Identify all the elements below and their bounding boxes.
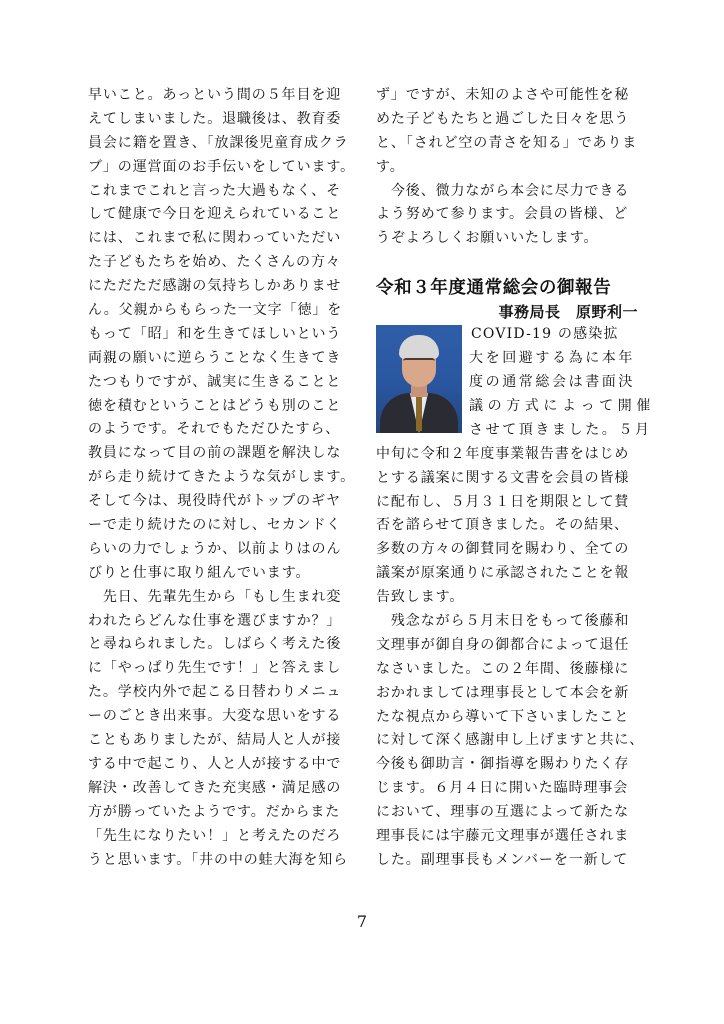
section-title: 令和３年度通常総会の御報告 xyxy=(376,278,612,299)
text-line: 早いこと。あっという間の５年目を迎 xyxy=(88,87,342,103)
text-line: ん。父親からもらった一文字「徳」を xyxy=(88,302,343,319)
page-number: 7 xyxy=(356,912,368,931)
text-line: らいの力でしょうか、以前よりはのん xyxy=(88,540,342,557)
text-line: われたらどんな仕事を選びますか？」 xyxy=(88,612,342,629)
text-line: なさいました。この２年間、後藤様に xyxy=(376,660,630,677)
text-line: 残念ながら５月末日をもって後藤和 xyxy=(376,612,630,629)
text-line: 中旬に令和２年度事業報告書をはじめ xyxy=(376,445,630,462)
text-line: 教員になって目の前の課題を解決しな xyxy=(88,445,342,462)
left-column xyxy=(88,84,360,872)
author-byline: 事務局長 原野利一 xyxy=(498,303,638,322)
text-line: よう努めて参ります。会員の皆様、ど xyxy=(376,206,629,223)
text-line: 文理事が御自身の御都合によって退任 xyxy=(376,636,630,653)
text-line: 議案が原案通りに承認されたことを報 xyxy=(376,565,630,582)
right-column-report-text xyxy=(376,443,645,873)
text-line: うぞよろしくお願いいたします。 xyxy=(376,230,599,247)
photo-side-text xyxy=(469,323,655,442)
text-line: 多数の方々の御賛同を賜わり、全ての xyxy=(376,541,630,558)
text-line: ーで走り続けたのに対し、セカンドく xyxy=(88,517,342,534)
text-line: うと思います。｢井の中の蛙大海を知ら xyxy=(88,851,349,868)
text-line: 度の通常総会は書面決 xyxy=(469,374,635,391)
text-line: 徳を積むということはどうも別のこと xyxy=(88,397,342,414)
text-line: 今後、微力ながら本会に尽力できる xyxy=(376,182,630,199)
text-line: に対して深く感謝申し上げますと共に、 xyxy=(376,732,645,749)
text-line: のようです。それでもただひたすら、 xyxy=(88,421,341,438)
text-line: た。学校内外で起こる日替わりメニュ xyxy=(88,684,342,701)
text-line: 大を回避する為に本年 xyxy=(469,350,635,367)
text-line: 否を諮らせて頂きました。その結果、 xyxy=(376,517,629,534)
text-line: めた子どもたちと過ごした日々を思う xyxy=(376,110,630,127)
text-line: えてしまいました。退職後は、教育委 xyxy=(88,110,342,127)
text-line: において、理事の互選によって新たな xyxy=(376,804,630,821)
text-line: した。副理事長もメンバーを一新して xyxy=(376,851,629,868)
text-line: がら走り続けてきたような気がします。 xyxy=(88,469,356,486)
text-line: 方が勝っていたようです。だからまた xyxy=(88,803,341,820)
text-line: と尋ねられました。しばらく考えた後 xyxy=(88,636,342,653)
text-line: これまでこれと言った大過もなく、そ xyxy=(88,182,342,199)
text-line: 員会に籍を置き、｢放課後児童育成クラ xyxy=(88,134,349,151)
text-line: びりと仕事に取り組んでいます。 xyxy=(88,564,311,581)
text-line: に配布し、５月３１日を期限として賛 xyxy=(376,493,630,510)
text-line: 議の方式によって開催 xyxy=(469,397,655,414)
text-line: おかれましては理事長として本会を新 xyxy=(376,684,630,701)
text-line: こともありましたが、結局人と人が接 xyxy=(88,732,342,749)
text-line: には、これまで私に関わっていただい xyxy=(88,230,342,247)
text-line: とする議案に関する文書を会員の皆様 xyxy=(376,469,630,486)
text-line: たな視点から導いて下さいましたこと xyxy=(376,708,630,725)
text-line: と、「されど空の青さを知る」でありま xyxy=(376,134,638,151)
text-line: ず」ですが、未知のよさや可能性を秘 xyxy=(376,87,630,103)
text-line: 解決・改善してきた充実感・満足感の xyxy=(88,779,342,796)
paragraph-gap xyxy=(376,251,638,275)
text-line: させて頂きました。５月 xyxy=(469,421,652,438)
text-line: ブ」の運営面のお手伝いをしています。 xyxy=(88,158,356,175)
text-line: 「先生になりたい！」と考えたのだろ xyxy=(88,827,342,844)
text-line: た子どもたちを始め、たくさんの方々 xyxy=(88,254,341,271)
text-line: そして今は、現役時代がトップのギヤ xyxy=(88,493,341,510)
right-column-intro-text xyxy=(376,84,638,251)
photo-hair xyxy=(399,335,439,359)
text-line: に「やっぱり先生です！」と答えまし xyxy=(88,660,342,677)
text-line: COVID-19 の感染拡 xyxy=(471,326,619,343)
text-line: ーのごとき出来事。大変な思いをする xyxy=(88,708,342,725)
photo-glasses xyxy=(403,358,435,368)
text-line: 先日、先輩先生から「もし生まれ変 xyxy=(88,588,342,605)
text-line: にただただ感謝の気持ちしかありませ xyxy=(88,278,342,295)
text-line: す。 xyxy=(376,158,405,175)
photo-tie xyxy=(416,397,422,431)
photo-block xyxy=(376,323,655,443)
text-line: じます。６月４日に開いた臨時理事会 xyxy=(376,780,629,797)
text-line: 理事長には宇藤元文理事が選任されま xyxy=(376,827,630,844)
text-line: 今後も御助言・御指導を賜わりたく存 xyxy=(376,756,630,773)
author-photo xyxy=(376,325,462,433)
text-line: もって「昭」和を生きてほしいという xyxy=(88,325,342,342)
text-line: 両親の願いに逆らうことなく生きてき xyxy=(88,349,342,366)
text-line: する中で起こり、人と人が接する中で xyxy=(88,755,342,772)
text-line: して健康で今日を迎えられていること xyxy=(88,206,342,223)
text-line: 告致します。 xyxy=(376,589,465,606)
right-column xyxy=(376,84,655,873)
text-line: たつもりですが、誠実に生きることと xyxy=(88,373,342,390)
